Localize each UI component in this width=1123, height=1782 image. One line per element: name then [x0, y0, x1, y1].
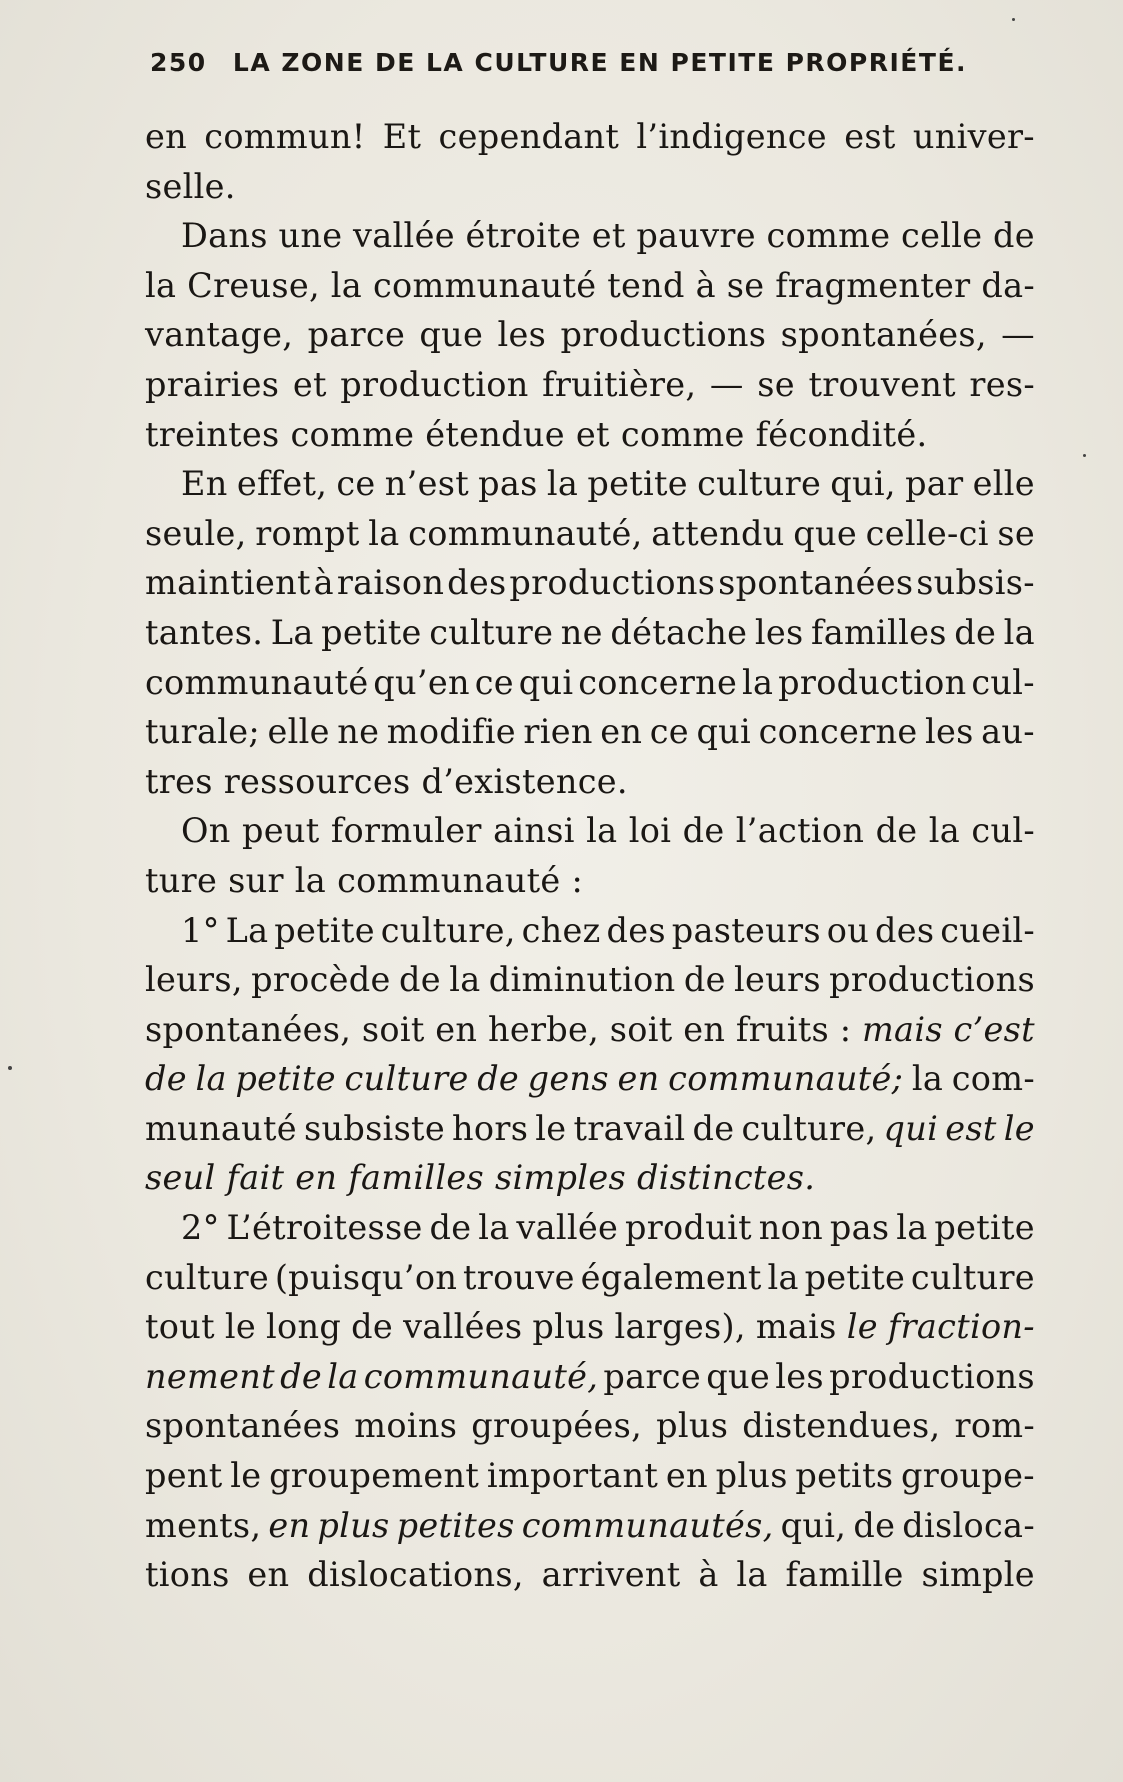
word: trouve — [463, 1257, 575, 1297]
word: comme — [766, 216, 891, 256]
word: raison — [336, 563, 445, 603]
word: travail — [573, 1108, 686, 1148]
word: pent — [145, 1456, 223, 1496]
word: la — [546, 464, 579, 504]
text-line — [145, 658, 1035, 708]
word: n’est — [384, 464, 469, 504]
word: fécondité. — [755, 414, 928, 454]
word: procède — [251, 960, 391, 1000]
word: subsis- — [916, 563, 1035, 603]
word: — — [709, 364, 744, 404]
word: : — [571, 860, 584, 900]
word: communauté; — [668, 1059, 904, 1099]
word: concerne — [758, 712, 918, 752]
text-line — [145, 856, 1035, 906]
text-line — [145, 558, 1035, 608]
word: important — [486, 1456, 659, 1496]
word: simple — [921, 1555, 1035, 1595]
word: produit — [625, 1208, 752, 1248]
word: détache — [610, 612, 748, 652]
word: des — [874, 910, 935, 950]
word: tions — [145, 1555, 230, 1595]
word: culture — [429, 612, 554, 652]
word: que — [706, 1356, 770, 1396]
word: ture — [145, 860, 218, 900]
word: cul- — [971, 662, 1035, 702]
word: fraction- — [887, 1307, 1035, 1347]
word: production — [778, 662, 967, 702]
word: plus — [715, 1456, 788, 1496]
word: et — [575, 414, 610, 454]
word: qu’en — [373, 662, 470, 702]
word: de — [682, 811, 725, 851]
word: qui, — [830, 464, 896, 504]
word: communauté — [145, 662, 369, 702]
word: vallées — [403, 1307, 523, 1347]
word: fait — [226, 1158, 285, 1198]
word: des — [606, 910, 666, 950]
text-line — [145, 1153, 1035, 1203]
word: plus — [317, 1505, 390, 1545]
word: fruitière, — [542, 364, 697, 404]
word: la — [928, 811, 961, 851]
word: la — [478, 1208, 510, 1248]
word: la — [368, 513, 400, 553]
word: petite — [934, 1208, 1035, 1248]
word: de — [954, 612, 997, 652]
word: — — [1001, 315, 1035, 355]
word: attendu — [651, 513, 785, 553]
word: da- — [981, 265, 1035, 305]
word: arrivent — [541, 1555, 681, 1595]
word: une — [278, 216, 343, 256]
word: de — [351, 1307, 394, 1347]
word: de — [429, 1208, 472, 1248]
word: L’étroitesse — [226, 1208, 423, 1248]
word: On — [181, 811, 231, 851]
word: effet, — [236, 464, 328, 504]
word: turale; — [145, 712, 260, 752]
word: que — [793, 513, 858, 553]
word: en — [617, 1059, 660, 1099]
word: le — [230, 1456, 262, 1496]
word: la — [1003, 612, 1035, 652]
word: fragmenter — [775, 265, 971, 305]
word: est — [844, 117, 896, 156]
word: la — [327, 1356, 359, 1396]
text-line — [145, 1501, 1035, 1551]
word: treintes — [145, 414, 280, 454]
word: mais — [861, 1009, 943, 1049]
word: nement — [145, 1356, 275, 1396]
word: à — [695, 265, 716, 305]
text-line — [145, 1253, 1035, 1303]
word: simples — [494, 1158, 626, 1198]
word: également — [580, 1257, 762, 1297]
word: à — [313, 563, 334, 603]
word: tantes. — [145, 612, 264, 652]
word: parce — [603, 1356, 701, 1396]
paper-speck — [1012, 18, 1015, 21]
word: et — [292, 364, 327, 404]
word: la — [742, 662, 774, 702]
word: ainsi — [493, 811, 575, 851]
text-line — [145, 1302, 1035, 1352]
text-line — [145, 211, 1035, 261]
word: La — [270, 612, 314, 652]
word: trouvent — [808, 364, 956, 404]
word: se — [726, 265, 765, 305]
word: tres — [145, 761, 213, 801]
word: commun! — [204, 117, 366, 156]
running-title: LA ZONE DE LA CULTURE EN PETITE PROPRIÉTÉ. — [232, 48, 968, 77]
word: petits — [795, 1456, 894, 1496]
word: com- — [951, 1059, 1035, 1099]
page-number: 250 — [150, 48, 207, 77]
word: pas — [478, 464, 538, 504]
text-line — [145, 112, 1035, 162]
word: cueil- — [940, 910, 1035, 950]
text-line — [145, 1203, 1035, 1253]
word: rien — [523, 712, 593, 752]
word: ments, — [145, 1505, 262, 1545]
word: ce — [649, 712, 689, 752]
word: : — [839, 1009, 852, 1049]
word: soit — [609, 1009, 673, 1049]
word: communautés, — [521, 1505, 774, 1545]
word: petite — [587, 464, 688, 504]
word: que — [419, 315, 484, 355]
word: productions — [509, 563, 716, 603]
word: rom- — [954, 1406, 1035, 1446]
word: tend — [607, 265, 685, 305]
word: qui — [518, 662, 574, 702]
word: les — [925, 712, 974, 752]
paper-speck — [8, 1066, 12, 1070]
word: celle — [901, 216, 983, 256]
word: celle-ci — [865, 513, 989, 553]
word: plus — [656, 1406, 729, 1446]
word: loi — [628, 811, 672, 851]
word: seule, — [145, 513, 247, 553]
word: culture — [344, 1059, 469, 1099]
word: mais — [755, 1307, 837, 1347]
word: chez — [521, 910, 601, 950]
word: en — [435, 1009, 478, 1049]
word: ne — [337, 712, 380, 752]
word: groupe- — [901, 1456, 1035, 1496]
text-line — [145, 1054, 1035, 1104]
word: la — [736, 1555, 768, 1595]
word: familles — [811, 612, 947, 652]
word: la — [294, 860, 327, 900]
word: la — [896, 1208, 928, 1248]
word: maintient — [145, 563, 311, 603]
word: distinctes. — [636, 1158, 816, 1198]
word: culture — [910, 1257, 1035, 1297]
word: elle — [267, 712, 330, 752]
word: ressources — [223, 761, 411, 801]
text-line — [145, 1352, 1035, 1402]
word: productions — [829, 1356, 1035, 1396]
text-line — [145, 707, 1035, 757]
word: gens — [527, 1059, 609, 1099]
word: pasteurs — [671, 910, 821, 950]
word: le — [224, 1307, 257, 1347]
word: hors — [452, 1108, 529, 1148]
word: herbe, — [487, 1009, 600, 1049]
text-line — [145, 955, 1035, 1005]
word: modifie — [386, 712, 516, 752]
word: 1° — [181, 910, 220, 950]
word: petite — [274, 910, 375, 950]
word: le — [1003, 1108, 1035, 1148]
text-line — [145, 757, 1035, 807]
word: munauté — [145, 1108, 297, 1148]
word: concerne — [578, 662, 738, 702]
word: vallée — [516, 1208, 619, 1248]
word: étendue — [425, 414, 565, 454]
word: communauté — [337, 860, 561, 900]
word: subsiste — [303, 1108, 445, 1148]
word: distendues, — [742, 1406, 941, 1446]
word: la — [586, 811, 618, 851]
word: ce — [474, 662, 514, 702]
text-line — [145, 410, 1035, 460]
word: production — [340, 364, 529, 404]
word: ne — [560, 612, 603, 652]
word: en — [600, 712, 643, 752]
word: de — [875, 811, 918, 851]
word: petites — [396, 1505, 515, 1545]
word: se — [997, 513, 1035, 553]
text-line — [145, 459, 1035, 509]
word: spontanées, — [145, 1009, 352, 1049]
word: le — [535, 1108, 567, 1148]
word: larges), — [614, 1307, 746, 1347]
word: comme — [620, 414, 745, 454]
word: tout — [145, 1307, 215, 1347]
word: peut — [241, 811, 320, 851]
word: disloca- — [902, 1505, 1035, 1545]
word: de — [399, 960, 441, 1000]
word: l’indigence — [636, 117, 827, 156]
text-line — [145, 162, 1035, 212]
word: petite — [804, 1257, 906, 1297]
running-header — [150, 48, 1010, 77]
word: la — [449, 960, 481, 1000]
word: des — [447, 563, 507, 603]
word: pauvre — [636, 216, 756, 256]
word: culture — [145, 1257, 270, 1297]
text-line — [145, 806, 1035, 856]
word: de — [683, 960, 726, 1000]
word: communauté — [372, 265, 597, 305]
text-line — [145, 261, 1035, 311]
text-line — [145, 608, 1035, 658]
word: communauté, — [363, 1356, 599, 1396]
word: la — [145, 265, 177, 305]
word: plus — [532, 1307, 605, 1347]
word: res- — [969, 364, 1035, 404]
word: de — [145, 1059, 187, 1099]
word: sur — [228, 860, 284, 900]
body-text — [145, 112, 1035, 1600]
word: de — [853, 1505, 896, 1545]
word: les — [775, 1356, 824, 1396]
word: soit — [361, 1009, 425, 1049]
word: long — [266, 1307, 342, 1347]
word: culture, — [741, 1108, 877, 1148]
word: à — [698, 1555, 719, 1595]
word: en — [247, 1555, 290, 1595]
text-line — [145, 906, 1035, 956]
word: vantage, — [145, 315, 294, 355]
word: cul- — [971, 811, 1035, 851]
word: 2° — [181, 1208, 220, 1248]
word: de — [993, 216, 1035, 256]
word: spontanées — [145, 1406, 341, 1446]
word: productions — [829, 960, 1035, 1000]
word: comme — [290, 414, 415, 454]
word: spontanées, — [780, 315, 987, 355]
word: en — [665, 1456, 708, 1496]
word: c’est — [953, 1009, 1035, 1049]
word: au- — [981, 712, 1035, 752]
word: en — [145, 117, 188, 156]
word: de — [477, 1059, 520, 1099]
word: petite — [321, 612, 422, 652]
word: En — [181, 464, 228, 504]
word: fruits — [735, 1009, 830, 1049]
word: les — [754, 612, 804, 652]
word: de — [280, 1356, 322, 1396]
word: prairies — [145, 364, 280, 404]
word: univer- — [912, 117, 1035, 156]
word: de — [692, 1108, 735, 1148]
word: et — [591, 216, 626, 256]
paper-speck — [1083, 454, 1086, 457]
word: qui, — [780, 1505, 847, 1545]
text-line — [145, 1401, 1035, 1451]
text-line — [145, 509, 1035, 559]
word: Dans — [181, 216, 268, 256]
word: productions — [560, 315, 767, 355]
word: d’existence. — [421, 761, 628, 801]
word: Creuse, — [187, 265, 320, 305]
text-line — [145, 1005, 1035, 1055]
text-line — [145, 360, 1035, 410]
word: cependant — [438, 117, 620, 156]
word: les — [497, 315, 547, 355]
word: qui — [696, 712, 752, 752]
word: La — [225, 910, 269, 950]
text-line — [145, 1104, 1035, 1154]
word: l’action — [735, 811, 865, 851]
word: ou — [826, 910, 870, 950]
word: (puisqu’on — [274, 1257, 458, 1297]
word: par — [905, 464, 964, 504]
word: famille — [785, 1555, 904, 1595]
word: pas — [829, 1208, 890, 1248]
word: groupement — [269, 1456, 480, 1496]
text-line — [145, 1550, 1035, 1600]
word: étroite — [465, 216, 582, 256]
word: selle. — [145, 166, 236, 206]
word: rompt — [255, 513, 360, 553]
word: elle — [972, 464, 1035, 504]
word: formuler — [330, 811, 482, 851]
word: spontanées — [718, 563, 914, 603]
word: vallée — [353, 216, 455, 256]
word: communauté, — [408, 513, 643, 553]
word: en — [295, 1158, 338, 1198]
word: familles — [348, 1158, 484, 1198]
word: parce — [307, 315, 406, 355]
word: dislocations, — [307, 1555, 524, 1595]
word: Et — [382, 117, 422, 156]
word: la — [330, 265, 363, 305]
word: groupées, — [471, 1406, 643, 1446]
word: en — [268, 1505, 311, 1545]
word: seul — [145, 1158, 216, 1198]
word: ce — [336, 464, 376, 504]
word: se — [757, 364, 795, 404]
word: culture, — [380, 910, 516, 950]
text-line — [145, 310, 1035, 360]
word: la — [911, 1059, 944, 1099]
word: en — [683, 1009, 726, 1049]
word: la — [195, 1059, 227, 1099]
word: la — [767, 1257, 799, 1297]
word: est — [945, 1108, 997, 1148]
word: diminution — [488, 960, 676, 1000]
word: le — [846, 1307, 878, 1347]
word: qui — [883, 1108, 939, 1148]
word: leurs — [734, 960, 821, 1000]
word: leurs, — [145, 960, 243, 1000]
text-line — [145, 1451, 1035, 1501]
word: moins — [354, 1406, 458, 1446]
word: non — [758, 1208, 824, 1248]
word: petite — [235, 1059, 336, 1099]
word: culture — [697, 464, 822, 504]
